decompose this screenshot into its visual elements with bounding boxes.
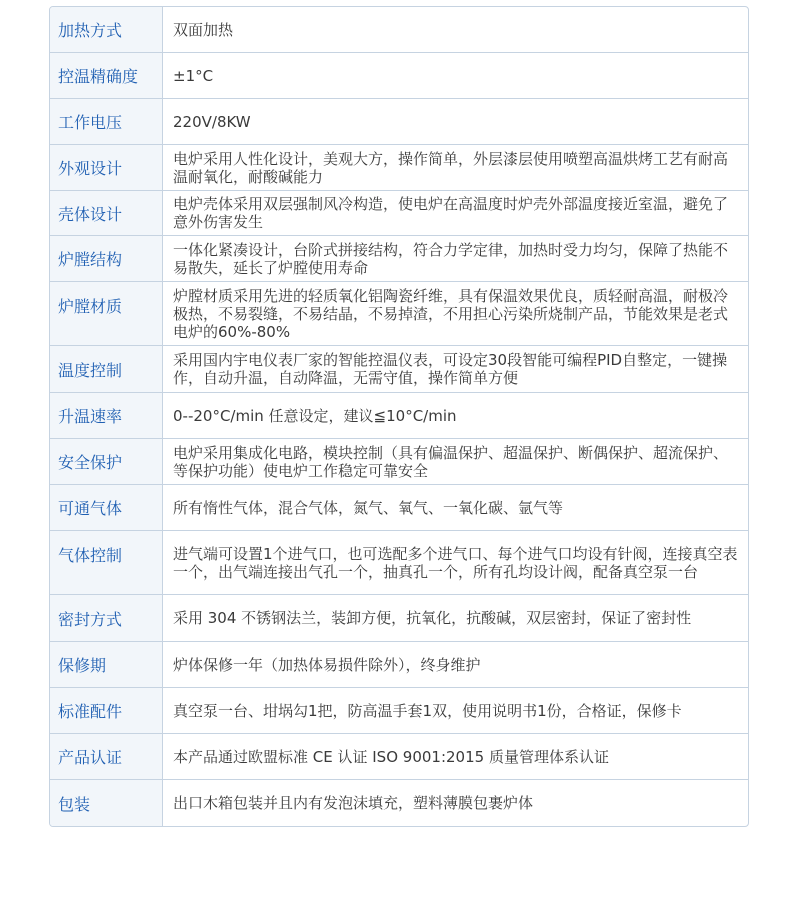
spec-row (50, 734, 748, 780)
spec-label: 安全保护 (50, 439, 163, 485)
spec-label: 气体控制 (50, 531, 163, 595)
spec-label: 产品认证 (50, 734, 163, 780)
spec-value: 双面加热 (163, 7, 748, 53)
spec-row (50, 595, 748, 642)
spec-label: 密封方式 (50, 595, 163, 642)
spec-label: 外观设计 (50, 145, 163, 191)
spec-value: 220V/8KW (163, 99, 748, 145)
spec-row (50, 7, 748, 53)
spec-value: 采用 304 不锈钢法兰，装卸方便，抗氧化，抗酸碱，双层密封，保证了密封性 (163, 595, 748, 642)
spec-row (50, 236, 748, 282)
spec-row (50, 145, 748, 191)
spec-label: 标准配件 (50, 688, 163, 734)
spec-label: 可通气体 (50, 485, 163, 531)
spec-label: 炉膛材质 (50, 282, 163, 346)
spec-row (50, 485, 748, 531)
spec-label: 控温精确度 (50, 53, 163, 99)
spec-value: 所有惰性气体，混合气体，氮气、氧气、一氧化碳、氩气等 (163, 485, 748, 531)
spec-value: 进气端可设置1个进气口，也可选配多个进气口、每个进气口均设有针阀，连接真空表一个，出气端连接出气孔一个，抽真孔一个，所有孔均设计阀，配备真空泵一台 (163, 531, 748, 595)
spec-row (50, 191, 748, 236)
spec-label: 壳体设计 (50, 191, 163, 236)
spec-row (50, 53, 748, 99)
spec-label: 保修期 (50, 642, 163, 688)
spec-value: 真空泵一台、坩埚勾1把，防高温手套1双，使用说明书1份，合格证，保修卡 (163, 688, 748, 734)
spec-row (50, 642, 748, 688)
spec-label: 包装 (50, 780, 163, 826)
spec-row (50, 531, 748, 595)
spec-row (50, 346, 748, 393)
spec-value: 0--20°C/min 任意设定，建议≦10°C/min (163, 393, 748, 439)
spec-label: 工作电压 (50, 99, 163, 145)
spec-label: 升温速率 (50, 393, 163, 439)
spec-value: 采用国内宇电仪表厂家的智能控温仪表，可设定30段智能可编程PID自整定，一键操作，自动升温，自动降温，无需守值，操作简单方便 (163, 346, 748, 393)
spec-row (50, 780, 748, 826)
spec-value: 电炉采用人性化设计，美观大方，操作简单，外层漆层使用喷塑高温烘烤工艺有耐高温耐氧化，耐酸碱能力 (163, 145, 748, 191)
spec-value: 电炉采用集成化电路，模块控制（具有偏温保护、超温保护、断偶保护、超流保护、等保护功能）使电炉工作稳定可靠安全 (163, 439, 748, 485)
spec-value: 电炉壳体采用双层强制风冷构造，使电炉在高温度时炉壳外部温度接近室温，避免了意外伤害发生 (163, 191, 748, 236)
spec-label: 加热方式 (50, 7, 163, 53)
spec-label: 炉膛结构 (50, 236, 163, 282)
spec-table (49, 6, 749, 827)
spec-value: 本产品通过欧盟标准 CE 认证 ISO 9001:2015 质量管理体系认证 (163, 734, 748, 780)
spec-row (50, 282, 748, 346)
spec-label: 温度控制 (50, 346, 163, 393)
spec-value: 炉膛材质采用先进的轻质氧化铝陶瓷纤维，具有保温效果优良，质轻耐高温，耐极冷极热，不易裂缝，不易结晶，不易掉渣，不用担心污染所烧制产品，节能效果是老式电炉的60%-80% (163, 282, 748, 346)
spec-value: ±1°C (163, 53, 748, 99)
spec-row (50, 439, 748, 485)
spec-row (50, 99, 748, 145)
spec-row (50, 393, 748, 439)
spec-value: 一体化紧凑设计，台阶式拼接结构，符合力学定律，加热时受力均匀，保障了热能不易散失，延长了炉膛使用寿命 (163, 236, 748, 282)
spec-value: 出口木箱包装并且内有发泡沫填充，塑料薄膜包裹炉体 (173, 794, 534, 812)
spec-row (50, 688, 748, 734)
spec-value: 炉体保修一年（加热体易损件除外），终身维护 (163, 642, 748, 688)
